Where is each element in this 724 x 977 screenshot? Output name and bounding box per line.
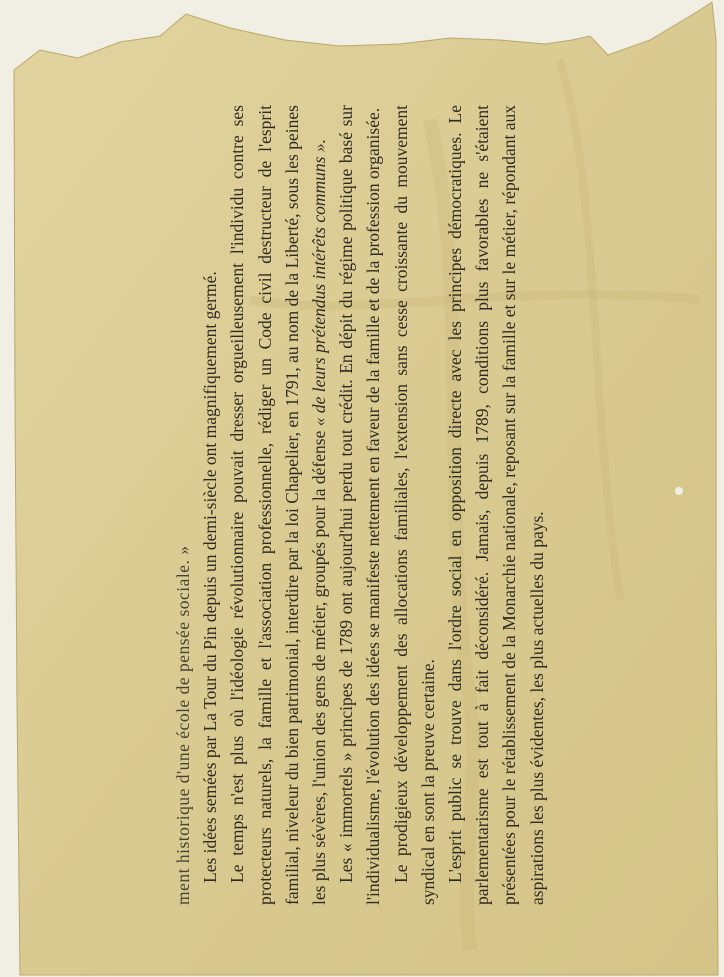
paper-hole	[675, 487, 683, 495]
rotated-text-column	[170, 105, 670, 905]
paragraph-5: L'esprit public se trouve dans l'ordre social en opposition directe avec les principes démocratiques. Le parlementarisme est tout à fait déconsidéré. Jamais, depuis 1789, conditions plus favorables ne s'étaient présentées pour le rétablissement de la Monarchie nationale, reposant sur la famille et sur le métier, répondant aux aspirations les plus évidentes, les plus actuelles du pays.	[445, 105, 547, 905]
paragraph-1: Les idées semées par La Tour du Pin depuis un demi-siècle ont magnifiquement germé.	[200, 271, 221, 883]
cut-off-line: ment historique d'une école de pensée sociale. »	[173, 545, 193, 905]
paragraph-2-quote: « de leurs prétendus intérêts communs ».	[309, 139, 330, 427]
paragraph-2-text: Le temps n'est plus où l'idéologie révolutionnaire pouvait dresser orgueilleusement l'individu contre ses protecteurs naturels, la famille et l'association professionnelle, rédiger un Code civil destructeur de l'esprit familial, niveleur du bien patrimonial, interdire par la loi Chapelier, en 1791, au nom de la Liberté, sous les peines les plus sévères, l'union des gens de métier, groupés pour la défense	[227, 105, 330, 905]
paragraph-2	[224, 105, 333, 905]
paragraph-3: Les « immortels » principes de 1789 ont aujourd'hui perdu tout crédit. En dépit du régime politique basé sur l'individualisme, l'évolution des idées se manifeste nettement en faveur de la famille et de la profession organisée.	[336, 105, 384, 905]
paragraph-4: Le prodigieux développement des allocations familiales, l'extension sans cesse croissante du mouvement syndical en sont la preuve certaine.	[390, 105, 438, 905]
